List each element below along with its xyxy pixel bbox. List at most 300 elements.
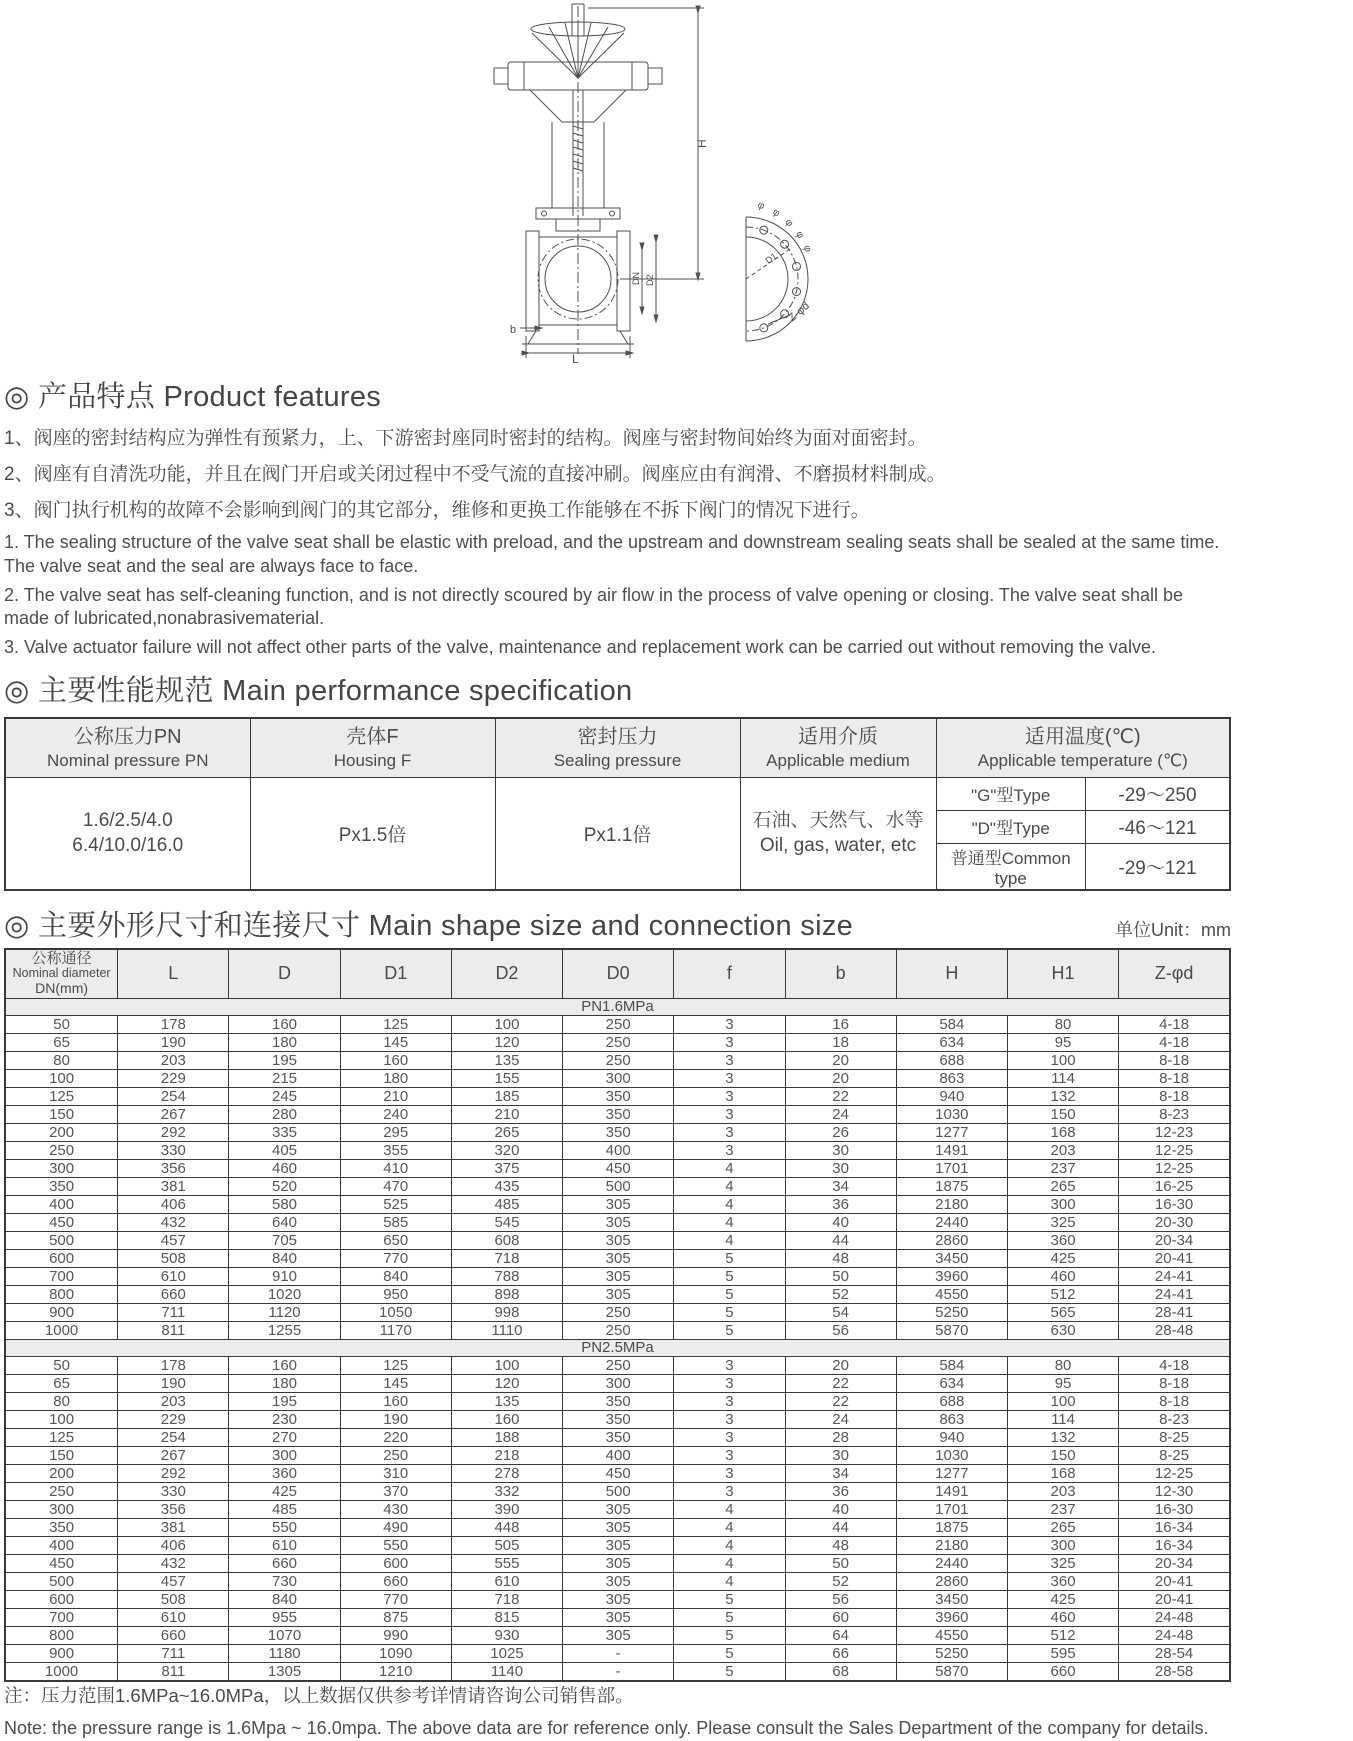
dimension-cell: 300 — [1007, 1195, 1118, 1213]
dimension-cell: 350 — [563, 1087, 674, 1105]
dimension-cell: 788 — [451, 1267, 562, 1285]
dimension-cell: 940 — [896, 1087, 1007, 1105]
note-cn: 注：压力范围1.6MPa~16.0MPa，以上数据仅供参考详情请咨询公司销售部。 — [4, 1684, 634, 1706]
dimension-cell: 460 — [1007, 1608, 1118, 1626]
dimension-cell: 8-25 — [1119, 1428, 1230, 1446]
dimension-cell: 370 — [340, 1482, 451, 1500]
dimension-cell: 18 — [785, 1033, 896, 1051]
dimension-cell: 1090 — [340, 1644, 451, 1662]
dimension-cell: 56 — [785, 1321, 896, 1339]
dimension-row — [5, 1518, 1230, 1536]
perf-col-sealing — [495, 718, 740, 778]
dimension-cell: 8-23 — [1119, 1410, 1230, 1428]
pressure-value — [5, 777, 250, 890]
dimension-cell: 435 — [451, 1177, 562, 1195]
dim-label-h: H — [694, 139, 709, 148]
dimension-cell: 16 — [785, 1015, 896, 1033]
dimension-cell: 100 — [1007, 1392, 1118, 1410]
dimension-cell: 1701 — [896, 1159, 1007, 1177]
dimension-cell: 1140 — [451, 1662, 562, 1681]
dimension-cell: 278 — [451, 1464, 562, 1482]
dimension-cell: 3 — [674, 1410, 785, 1428]
dimension-cell: 940 — [896, 1428, 1007, 1446]
dimension-cell: 8-18 — [1119, 1087, 1230, 1105]
dimension-cell: 305 — [563, 1608, 674, 1626]
dimension-cell: 4 — [674, 1231, 785, 1249]
pressure-value-line1: 1.6/2.5/4.0 — [82, 809, 173, 831]
dimension-cell: 800 — [5, 1285, 118, 1303]
dimension-cell: 28-54 — [1119, 1644, 1230, 1662]
dimension-cell: 210 — [451, 1105, 562, 1123]
dimension-cell: 4-18 — [1119, 1033, 1230, 1051]
perf-col-housing-en: Housing F — [333, 751, 412, 771]
dimension-row — [5, 1500, 1230, 1518]
feature-en-item: 1. The sealing structure of the valve seat shall be elastic with preload, and the upstream and downstream sealing seats shall be sealed at the same time. The valve seat and the seal are always face to face. — [4, 532, 1220, 576]
dimension-cell: 305 — [563, 1626, 674, 1644]
dimension-cell: 305 — [563, 1536, 674, 1554]
dimension-cell: 688 — [896, 1051, 1007, 1069]
dim-label-d1: D1 — [763, 250, 779, 266]
dimension-cell: 610 — [118, 1267, 229, 1285]
dimension-cell: 3 — [674, 1464, 785, 1482]
temp-range-common: -29～121 — [1085, 843, 1230, 890]
dimension-cell: 325 — [1007, 1554, 1118, 1572]
col-header-dn-en: Nominal diameter — [12, 966, 111, 981]
dimension-cell: 178 — [118, 1356, 229, 1374]
dimension-cell: 930 — [451, 1626, 562, 1644]
dimension-cell: 4 — [674, 1554, 785, 1572]
dimension-cell: 28-58 — [1119, 1662, 1230, 1681]
dimension-cell: 5 — [674, 1285, 785, 1303]
dimension-cell: 250 — [5, 1482, 118, 1500]
dimension-cell: 5 — [674, 1626, 785, 1644]
dimension-table-body — [5, 998, 1230, 1681]
performance-header-row — [5, 718, 1230, 778]
dimension-cell: 350 — [563, 1392, 674, 1410]
dimension-cell: 34 — [785, 1177, 896, 1195]
dimension-cell: 608 — [451, 1231, 562, 1249]
dimension-cell: 4 — [674, 1195, 785, 1213]
dimension-cell: 730 — [229, 1572, 340, 1590]
features-heading: ◎ 产品特点 Product features — [4, 381, 382, 413]
dimension-cell: 900 — [5, 1644, 118, 1662]
dimension-cell: 815 — [451, 1608, 562, 1626]
dimension-cell: 3 — [674, 1123, 785, 1141]
dimension-cell: 840 — [229, 1590, 340, 1608]
dim-label-l: L — [571, 352, 579, 366]
dimension-cell: 770 — [340, 1249, 451, 1267]
dimension-cell: 360 — [229, 1464, 340, 1482]
dimension-cell: 3 — [674, 1087, 785, 1105]
dimension-cell: 178 — [118, 1015, 229, 1033]
dimension-cell: 195 — [229, 1392, 340, 1410]
dimension-cell: 8-23 — [1119, 1105, 1230, 1123]
dimension-cell: 1030 — [896, 1446, 1007, 1464]
dimension-cell: 5 — [674, 1321, 785, 1339]
dimension-cell: 28-41 — [1119, 1303, 1230, 1321]
dimension-cell: 16-30 — [1119, 1500, 1230, 1518]
dimension-cell: 50 — [5, 1015, 118, 1033]
dimension-cell: 610 — [451, 1572, 562, 1590]
dimension-cell: 634 — [896, 1374, 1007, 1392]
dimension-cell: 160 — [229, 1015, 340, 1033]
dimension-cell: 5 — [674, 1303, 785, 1321]
dimension-cell: 381 — [118, 1177, 229, 1195]
dimension-cell: 150 — [1007, 1105, 1118, 1123]
dimension-cell: 16-25 — [1119, 1177, 1230, 1195]
dimension-cell: 300 — [5, 1500, 118, 1518]
dimension-cell: 425 — [1007, 1249, 1118, 1267]
dimension-cell: 460 — [229, 1159, 340, 1177]
dimension-cell: 80 — [1007, 1015, 1118, 1033]
dimension-cell: 600 — [340, 1554, 451, 1572]
dimension-cell: 100 — [451, 1356, 562, 1374]
dimension-cell: 114 — [1007, 1069, 1118, 1087]
dimension-cell: 292 — [118, 1464, 229, 1482]
dimension-cell: 660 — [118, 1285, 229, 1303]
dimension-row — [5, 1285, 1230, 1303]
dimension-cell: 8-18 — [1119, 1051, 1230, 1069]
dimension-cell: 65 — [5, 1033, 118, 1051]
dim-label-z-phi-d: Z-φd — [785, 299, 812, 325]
dimension-cell: 218 — [451, 1446, 562, 1464]
dimension-cell: 36 — [785, 1482, 896, 1500]
pressure-value-line2: 6.4/10.0/16.0 — [72, 835, 184, 857]
dimension-cell: 120 — [451, 1374, 562, 1392]
performance-table — [4, 717, 1231, 891]
dimension-cell: 203 — [1007, 1482, 1118, 1500]
dimension-cell: 432 — [118, 1554, 229, 1572]
feature-en-item: 3. Valve actuator failure will not affect other parts of the valve, maintenance and replacement work can be carried out without removing the valve. — [4, 637, 1156, 657]
dimension-cell: 640 — [229, 1213, 340, 1231]
dimension-row — [5, 1662, 1230, 1681]
dimension-cell: 40 — [785, 1500, 896, 1518]
dimension-row — [5, 1105, 1230, 1123]
dimension-cell: 40 — [785, 1213, 896, 1231]
dimension-cell: 203 — [118, 1051, 229, 1069]
dimension-cell: 200 — [5, 1464, 118, 1482]
dimension-cell: 20-30 — [1119, 1213, 1230, 1231]
dimension-cell: 1305 — [229, 1662, 340, 1681]
dimension-cell: 360 — [1007, 1572, 1118, 1590]
dimension-cell: 4 — [674, 1572, 785, 1590]
dimension-cell: 711 — [118, 1644, 229, 1662]
dimension-cell: 180 — [340, 1069, 451, 1087]
dimension-cell: 48 — [785, 1536, 896, 1554]
temp-range-g: -29～250 — [1085, 777, 1230, 810]
dimension-cell: 630 — [1007, 1321, 1118, 1339]
dimension-cell: 485 — [229, 1500, 340, 1518]
perf-col-sealing-cn: 密封压力 — [577, 726, 658, 749]
dimension-cell: 2860 — [896, 1572, 1007, 1590]
dimension-cell: 12-30 — [1119, 1482, 1230, 1500]
dimension-cell: 3 — [674, 1051, 785, 1069]
dimension-cell: 448 — [451, 1518, 562, 1536]
dimension-cell: 355 — [340, 1141, 451, 1159]
dimension-cell: 3 — [674, 1482, 785, 1500]
dimension-cell: 250 — [563, 1321, 674, 1339]
dimension-cell: 5 — [674, 1267, 785, 1285]
dimension-cell: 160 — [340, 1392, 451, 1410]
dimension-cell: 95 — [1007, 1374, 1118, 1392]
dimension-cell: 250 — [563, 1033, 674, 1051]
dimension-cell: 100 — [451, 1015, 562, 1033]
dimension-cell: 20 — [785, 1051, 896, 1069]
dimension-cell: 1000 — [5, 1321, 118, 1339]
dimension-cell: 950 — [340, 1285, 451, 1303]
dimension-cell: 505 — [451, 1536, 562, 1554]
dimension-cell: 3450 — [896, 1590, 1007, 1608]
dimension-cell: 4-18 — [1119, 1015, 1230, 1033]
dimension-cell: 3 — [674, 1374, 785, 1392]
dimension-row — [5, 1177, 1230, 1195]
dimension-cell: 52 — [785, 1285, 896, 1303]
dimension-cell: 4 — [674, 1213, 785, 1231]
dimension-cell: 12-25 — [1119, 1141, 1230, 1159]
dimension-cell: 12-23 — [1119, 1123, 1230, 1141]
dimension-cell: 490 — [340, 1518, 451, 1536]
dimension-cell: 24 — [785, 1410, 896, 1428]
dimension-cell: 22 — [785, 1392, 896, 1410]
dimension-cell: 400 — [563, 1446, 674, 1464]
dimension-cell: 400 — [5, 1536, 118, 1554]
dimension-cell: 305 — [563, 1554, 674, 1572]
col-header-D: D — [229, 949, 340, 999]
dimension-row — [5, 1213, 1230, 1231]
dimension-cell: 12-25 — [1119, 1159, 1230, 1177]
dimension-cell: 30 — [785, 1159, 896, 1177]
temp-range-d: -46～121 — [1085, 810, 1230, 843]
dimension-row — [5, 1428, 1230, 1446]
dimension-cell: 160 — [340, 1051, 451, 1069]
dimension-cell: 610 — [229, 1536, 340, 1554]
dimension-row — [5, 1608, 1230, 1626]
dimension-cell: 360 — [1007, 1231, 1118, 1249]
dimension-cell: 237 — [1007, 1500, 1118, 1518]
dimension-cell: 300 — [229, 1446, 340, 1464]
perf-col-pressure-cn: 公称压力PN — [73, 726, 182, 749]
dimension-cell: 1025 — [451, 1644, 562, 1662]
perf-col-temperature — [936, 718, 1230, 778]
dimension-cell: 267 — [118, 1446, 229, 1464]
dimension-cell: 100 — [5, 1410, 118, 1428]
section-band — [5, 1339, 1230, 1356]
perf-col-medium-cn: 适用介质 — [798, 726, 878, 749]
perf-col-medium — [740, 718, 936, 778]
dimension-cell: 200 — [5, 1123, 118, 1141]
dimension-cell: 1277 — [896, 1464, 1007, 1482]
dimension-cell: 300 — [5, 1159, 118, 1177]
dimension-cell: 160 — [451, 1410, 562, 1428]
col-header-b: b — [785, 949, 896, 999]
perf-col-temperature-en: Applicable temperature (℃) — [977, 751, 1188, 771]
dimension-cell: 80 — [5, 1051, 118, 1069]
dimension-cell: 16-34 — [1119, 1536, 1230, 1554]
dimension-cell: 910 — [229, 1267, 340, 1285]
dimension-cell: 5870 — [896, 1321, 1007, 1339]
dimension-cell: 600 — [5, 1249, 118, 1267]
dimension-cell: 660 — [340, 1572, 451, 1590]
dimension-cell: 584 — [896, 1356, 1007, 1374]
dimension-row — [5, 1051, 1230, 1069]
dimension-row — [5, 1321, 1230, 1339]
dimension-cell: 237 — [1007, 1159, 1118, 1177]
dimension-cell: 16-30 — [1119, 1195, 1230, 1213]
dimension-cell: 1170 — [340, 1321, 451, 1339]
dimension-cell: 1491 — [896, 1482, 1007, 1500]
dimension-cell: 145 — [340, 1033, 451, 1051]
dimension-cell: 400 — [563, 1141, 674, 1159]
dimension-cell: 457 — [118, 1231, 229, 1249]
dimension-cell: - — [563, 1662, 674, 1681]
dimension-cell: 155 — [451, 1069, 562, 1087]
dimension-row — [5, 1356, 1230, 1374]
col-header-dn-cn: 公称通径 — [31, 949, 92, 967]
dimension-cell: 215 — [229, 1069, 340, 1087]
dimension-cell: 425 — [1007, 1590, 1118, 1608]
dimension-cell: 1277 — [896, 1123, 1007, 1141]
dimension-cell: 65 — [5, 1374, 118, 1392]
dimension-table — [4, 948, 1231, 1682]
dimension-cell: 584 — [896, 1015, 1007, 1033]
dimension-row — [5, 1554, 1230, 1572]
performance-value-row — [5, 777, 1230, 810]
perf-col-housing-cn: 壳体F — [346, 726, 399, 749]
dimension-row — [5, 1033, 1230, 1051]
col-header-D1: D1 — [340, 949, 451, 999]
dimension-cell: 250 — [340, 1446, 451, 1464]
dimension-cell: 332 — [451, 1482, 562, 1500]
dimension-cell: 4550 — [896, 1285, 1007, 1303]
dimension-cell: 2180 — [896, 1536, 1007, 1554]
dimension-cell: 3 — [674, 1105, 785, 1123]
dimension-cell: 990 — [340, 1626, 451, 1644]
dimension-cell: 160 — [229, 1356, 340, 1374]
dimension-cell: 863 — [896, 1069, 1007, 1087]
dimension-cell: 500 — [5, 1231, 118, 1249]
dimension-cell: 8-18 — [1119, 1374, 1230, 1392]
valve-technical-drawing — [4, 2, 1231, 366]
dimension-cell: 660 — [229, 1554, 340, 1572]
medium-value-en: Oil, gas, water, etc — [759, 835, 917, 857]
dimension-cell: 430 — [340, 1500, 451, 1518]
dimension-cell: 500 — [563, 1177, 674, 1195]
dimension-cell: 185 — [451, 1087, 562, 1105]
dimension-cell: 24-48 — [1119, 1608, 1230, 1626]
dimension-cell: 998 — [451, 1303, 562, 1321]
dimension-cell: 660 — [118, 1626, 229, 1644]
dimension-cell: 54 — [785, 1303, 896, 1321]
dimension-row — [5, 1446, 1230, 1464]
dimension-cell: 350 — [563, 1123, 674, 1141]
col-header-L: L — [118, 949, 229, 999]
dimension-cell: 34 — [785, 1464, 896, 1482]
dimension-cell: 500 — [563, 1482, 674, 1500]
dimension-cell: 1050 — [340, 1303, 451, 1321]
dimension-cell: 1120 — [229, 1303, 340, 1321]
dimension-cell: 135 — [451, 1392, 562, 1410]
dimension-cell: 30 — [785, 1446, 896, 1464]
dimension-cell: 50 — [785, 1554, 896, 1572]
dimension-row — [5, 1141, 1230, 1159]
dimension-cell: 5250 — [896, 1644, 1007, 1662]
dimension-cell: 550 — [229, 1518, 340, 1536]
dimension-cell: 270 — [229, 1428, 340, 1446]
phi-label-5: φ — [800, 244, 813, 253]
dimension-cell: 2440 — [896, 1554, 1007, 1572]
dimension-cell: 718 — [451, 1590, 562, 1608]
dimension-cell: 2180 — [896, 1195, 1007, 1213]
dimension-cell: 711 — [118, 1303, 229, 1321]
dimension-cell: 898 — [451, 1285, 562, 1303]
dimension-cell: 80 — [1007, 1356, 1118, 1374]
dimension-cell: 12-25 — [1119, 1464, 1230, 1482]
dimension-cell: 135 — [451, 1051, 562, 1069]
dimension-cell: 350 — [563, 1428, 674, 1446]
dimension-cell: 5870 — [896, 1662, 1007, 1681]
dimension-cell: 125 — [340, 1015, 451, 1033]
dimension-cell: 16-34 — [1119, 1518, 1230, 1536]
dimension-cell: 508 — [118, 1590, 229, 1608]
dimension-cell: 250 — [5, 1141, 118, 1159]
dimension-cell: 955 — [229, 1608, 340, 1626]
dimension-cell: 700 — [5, 1267, 118, 1285]
dimension-cell: 305 — [563, 1500, 674, 1518]
dimension-cell: 900 — [5, 1303, 118, 1321]
dimension-row — [5, 1015, 1230, 1033]
dimension-cell: 350 — [563, 1105, 674, 1123]
dimension-cell: 300 — [563, 1374, 674, 1392]
dimension-cell: 3 — [674, 1446, 785, 1464]
dimension-cell: 100 — [5, 1069, 118, 1087]
dimension-cell: 305 — [563, 1213, 674, 1231]
dimension-cell: 2860 — [896, 1231, 1007, 1249]
dimension-cell: 305 — [563, 1195, 674, 1213]
handwheel-icon — [531, 22, 625, 78]
dimension-cell: 705 — [229, 1231, 340, 1249]
dimension-cell: 24-41 — [1119, 1267, 1230, 1285]
feature-en-item: 2. The valve seat has self-cleaning function, and is not directly scoured by air flow in the process of valve opening or closing. The valve seat shall be made of lubricated,nonabrasivematerial. — [4, 584, 1183, 629]
phi-label-2: φ — [769, 206, 782, 220]
dimension-cell: 5 — [674, 1662, 785, 1681]
dimension-cell: 190 — [118, 1033, 229, 1051]
dimension-row — [5, 1303, 1230, 1321]
dimension-cell: 3 — [674, 1033, 785, 1051]
dimension-cell: 811 — [118, 1321, 229, 1339]
dimension-cell: 3960 — [896, 1608, 1007, 1626]
section-band-label: PN2.5MPa — [5, 1339, 1230, 1356]
dimension-cell: 44 — [785, 1518, 896, 1536]
dimension-cell: 1020 — [229, 1285, 340, 1303]
dimension-cell: 168 — [1007, 1123, 1118, 1141]
dimension-cell: 100 — [1007, 1051, 1118, 1069]
dimension-cell: 512 — [1007, 1285, 1118, 1303]
dimension-cell: 190 — [118, 1374, 229, 1392]
col-header-Z-phi-d: Z-φd — [1119, 949, 1230, 999]
dimension-cell: 24-48 — [1119, 1626, 1230, 1644]
dimension-cell: 5250 — [896, 1303, 1007, 1321]
dimension-cell: 305 — [563, 1285, 674, 1303]
dimension-row — [5, 1626, 1230, 1644]
dimension-cell: 203 — [1007, 1141, 1118, 1159]
dimension-cell: 660 — [1007, 1662, 1118, 1681]
dimensions-heading: ◎ 主要外形尺寸和连接尺寸 Main shape size and connection size — [4, 909, 854, 942]
dimension-cell: 580 — [229, 1195, 340, 1213]
dimension-row — [5, 1572, 1230, 1590]
dimension-cell: 150 — [5, 1105, 118, 1123]
perf-col-housing — [250, 718, 495, 778]
dimension-row — [5, 1464, 1230, 1482]
